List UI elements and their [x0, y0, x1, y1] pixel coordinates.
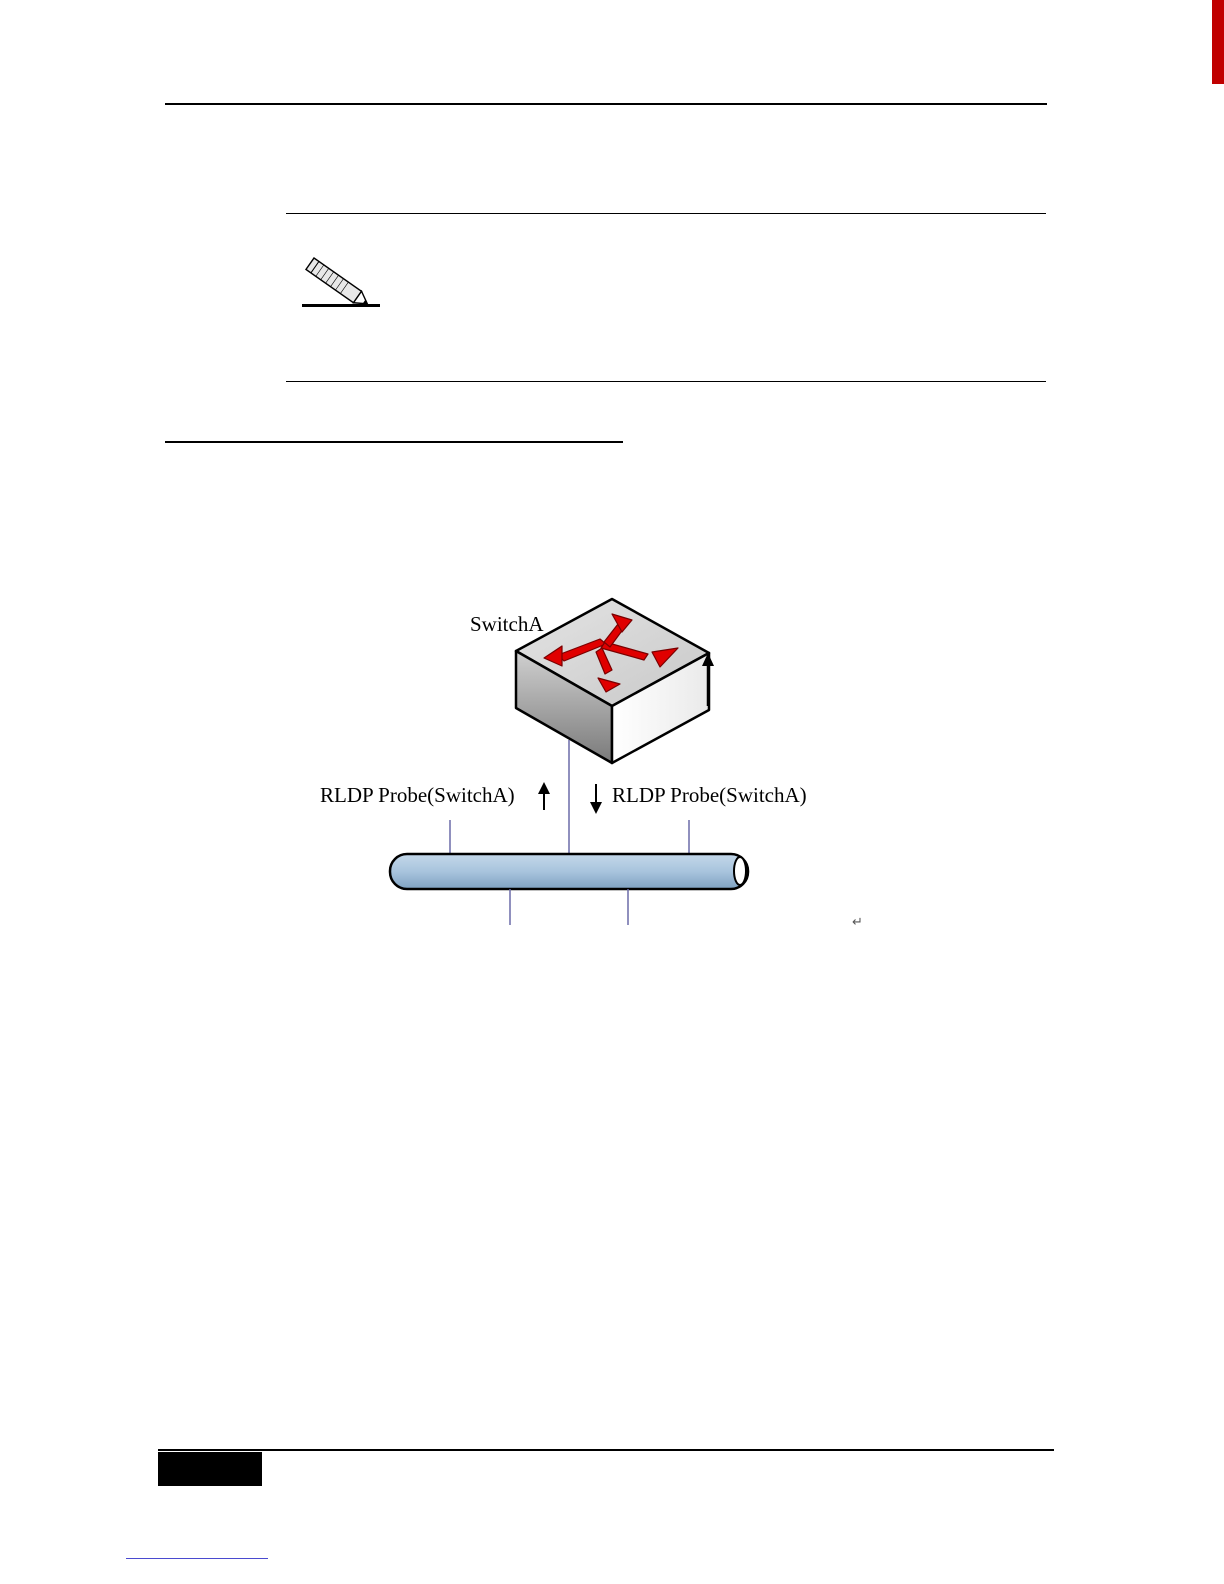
footer-link-underline[interactable] [126, 1558, 268, 1559]
note-top-rule [286, 213, 1046, 214]
page-edge-marker [1212, 0, 1224, 84]
arrow-up-icon [538, 782, 550, 810]
return-mark: ↵ [852, 915, 863, 930]
arrow-down-icon [590, 784, 602, 814]
switch-label: SwitchA [470, 612, 544, 636]
probe-label-right: RLDP Probe(SwitchA) [612, 783, 807, 807]
network-switch-icon [516, 599, 714, 763]
shared-bus [390, 854, 748, 889]
page-number-block [158, 1452, 262, 1486]
section-heading-rule [165, 441, 623, 443]
header-rule [165, 103, 1047, 105]
note-bottom-rule [286, 381, 1046, 382]
rldp-diagram [300, 590, 880, 935]
probe-label-left: RLDP Probe(SwitchA) [320, 783, 515, 807]
footer-rule [158, 1449, 1054, 1451]
pencil-note-icon [300, 252, 384, 310]
